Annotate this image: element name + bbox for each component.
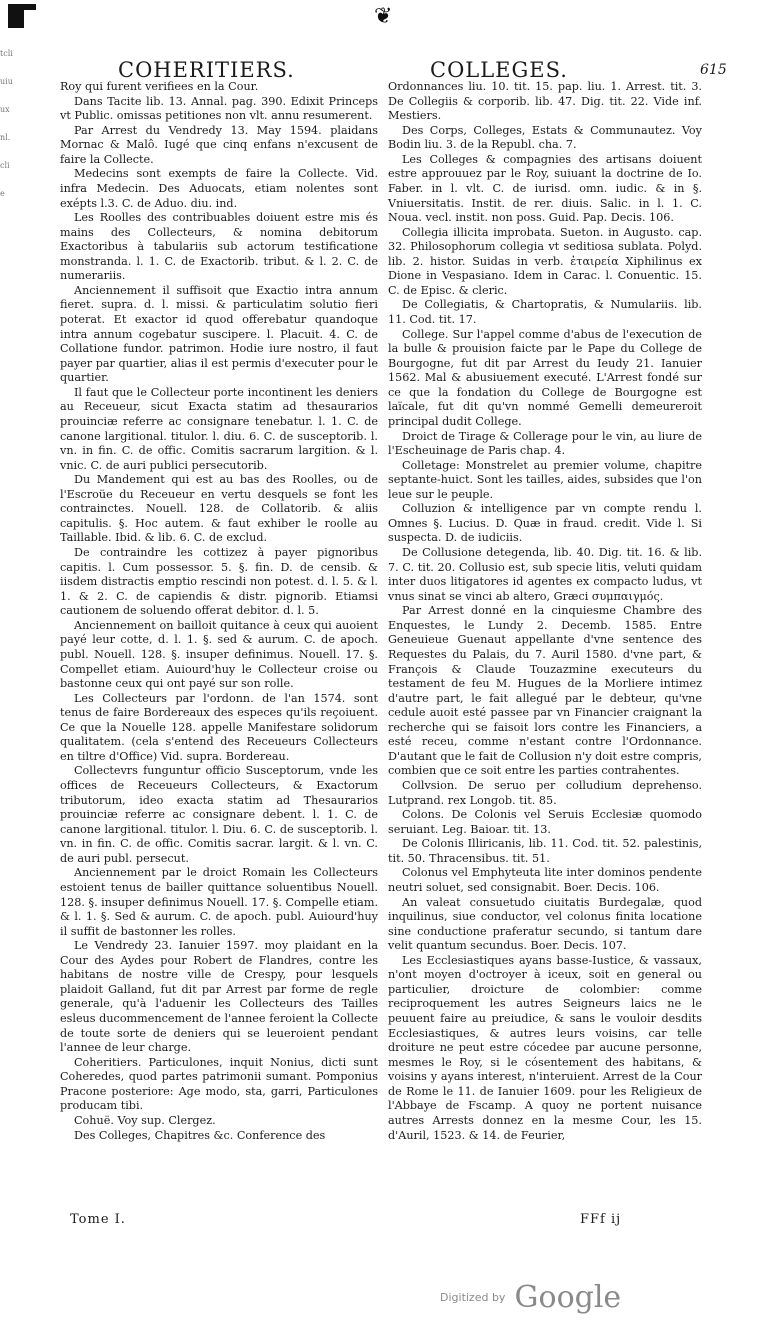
paragraph: Colons. De Colonis vel Seruis Ecclesiæ quomodo seruiant. Leg. Baioar. tit. 13. xyxy=(388,808,702,836)
right-column xyxy=(388,80,702,1143)
paragraph: An valeat consuetudo ciuitatis Burdegalæ, quod inquilinus, siue conductor, vel colonus finita locatione sine conductione praferatur secundo, si tantum dare velit quantum secundus. Boer. Decis. 107. xyxy=(388,895,702,953)
paragraph: Colluzion & intelligence par vn compte rendu l. Omnes §. Lucius. D. Quæ in fraud. credit. Vide l. Si suspecta. D. de iudiciis. xyxy=(388,502,702,545)
footer-signature: FFf ij xyxy=(580,1212,622,1227)
paragraph: Medecins sont exempts de faire la Collecte. Vid. infra Medecin. Des Aduocats, etiam nolentes sont exépts l.3. C. de Aduo. diu. ind. xyxy=(60,167,378,210)
paragraph: College. Sur l'appel comme d'abus de l'execution de la bulle & prouision faicte par le Pape du College de Bourgogne, fut dit par Arrest du Ieudy 21. Ianuier 1562. Mal & abusiuement executé. L'Arrest fondé sur ce que la fondation du College de Bourgogne est laïcale, fut dit qu'vn nommé Gemelli demeureroit principal dudit College. xyxy=(388,327,702,428)
paragraph: De contraindre les cottizez à payer pignoribus capitis. l. Cum possessor. 5. §. fin. D. de censib. & iisdem distractis emptio rescindi non potest. d. l. 5. & l. 1. & 2. C. de capiendis & distr. pignorib. Etiamsi cautionem de soluendo offerat debitor. d. l. 5. xyxy=(60,546,378,618)
paragraph: Des Colleges, Chapitres &c. Conference des xyxy=(74,1128,326,1142)
paragraph: Dans Tacite lib. 13. Annal. pag. 390. Edixit Princeps vt Public. omissas petitiones non vlt. annu resumerent. xyxy=(60,94,378,123)
watermark-prefix: Digitized by xyxy=(440,1291,506,1304)
paragraph: De Collegiatis, & Chartopratis, & Numulariis. lib. 11. Cod. tit. 17. xyxy=(388,298,702,326)
paragraph: Anciennement on bailloit quitance à ceux qui auoient payé leur cotte, d. l. 1. §. sed & aurum. C. de apoch. publ. Nouell. 128. §. insuper definimus. Nouell. 17. §. Compellet etiam. Auiourd'huy le Collecteur croise ou bastonne ceux qui ont payé sur son rolle. xyxy=(60,618,378,691)
paragraph: Droict de Tirage & Collerage pour le vin, au liure de l'Escheuinage de Paris chap. 4. xyxy=(388,429,702,458)
paragraph: Le Vendredy 23. Ianuier 1597. moy plaidant en la Cour des Aydes pour Robert de Flandres, contre les habitans de nostre ville de Crespy, pour lesquels plaidoit Galland, fut dit par Arrest par forme de regle generale, qu'à l'aduenir les Collecteurs des Tailles esleus ducommencement de l'annee feroient la Collecte de toute sorte de deniers qui se leueroient pendant l'annee de leur charge. xyxy=(60,939,378,1055)
paragraph: Collectevrs funguntur officio Susceptorum, vnde les offices de Receueurs Collecteurs, & Exactorum tributorum, ideo exacta statim ad Thesaurarios prouinciæ referre ac consignare debent. l. 1. C. de canone largitional. titulor. l. Diu. 6. C. de susceptorib. l. vn. in fin. C. de offic. Comitis sacrar. largit. & l. vn. C. de auri publ. persecut. xyxy=(60,764,378,865)
paragraph: Des Corps, Colleges, Estats & Communautez. Voy Bodin liu. 3. de la Republ. cha. 7. xyxy=(388,123,702,152)
footer-tome: Tome I. xyxy=(70,1212,126,1227)
paragraph: Anciennement par le droict Romain les Collecteurs estoient tenus de bailler quittance soluentibus Nouell. 128. §. insuper definimus Nouell. 17. §. Compelle etiam. & l. 1. §. Sed & aurum. C. de apoch. publ. Auiourd'huy il suffit de bastonner les rolles. xyxy=(60,866,378,938)
paragraph: De Collusione detegenda, lib. 40. Dig. tit. 16. & lib. 7. C. tit. 20. Collusio est, sub specie litis, veluti quidam inter duos litigatores id agentes ex compacto ludus, vt vnus sinat se vinci ab altero, Græci συμπαιγμός. xyxy=(388,546,702,603)
ornament-icon: ❦ xyxy=(374,4,393,29)
paragraph: Colonus vel Emphyteuta lite inter dominos pendente neutri soluet, sed consignabit. Boer. Decis. 106. xyxy=(388,866,702,894)
paragraph: Les Collecteurs par l'ordonn. de l'an 1574. sont tenus de faire Bordereaux des especes qu'ils reçoiuent. Ce que la Nouelle 128. appelle Manifestare solidorum qualitatem. (cela s'entend des Receueurs Collecteurs en tiltre d'Office) Vid. supra. Bordereau. xyxy=(60,691,378,763)
header-left-title: COHERITIERS. xyxy=(118,58,295,82)
paragraph: Il faut que le Collecteur porte incontinent les deniers au Receueur, sicut Exacta statim ad thesaurarios prouinciæ referre ac consignare tenebatur. l. 1. C. de canone largitional. titulor. l. diu. 6. C. de susceptorib. l. vn. in fin. C. de offic. Comitis sacrarum largition. & l. vnic. C. de auri publici persecutorib. xyxy=(60,385,378,472)
paragraph: Collvsion. De seruo per colludium deprehenso. Lutprand. rex Longob. tit. 85. xyxy=(388,779,702,807)
digitized-watermark xyxy=(440,1280,621,1315)
header-right-title: COLLEGES. xyxy=(430,58,568,82)
paragraph: Anciennement il suffisoit que Exactio intra annum fieret. supra. d. l. missi. & particulatim solutio fieri poterat. Et exactor id quod offerebatur quandoque intra annum cogebatur suscipere. l. Placuit. 4. C. de Collatione fundor. patrimon. Hodie iure nostro, il faut payer par quartier, alias il est permis d'executer pour le quartier. xyxy=(60,283,378,385)
paragraph: Cohuë. Voy sup. Clergez. xyxy=(74,1113,216,1127)
paragraph: Collegia illicita improbata. Sueton. in Augusto. cap. 32. Philosophorum collegia vt seditiosa sublata. Polyd. lib. 2. histor. Suidas in verb. ἐταιρεία Xiphilinus ex Dione in Vespasiano. Idem in Carac. l. Conuentic. 15. C. de Episc. & cleric. xyxy=(388,225,702,297)
left-column xyxy=(60,80,378,1143)
paragraph: Par Arrest du Vendredy 13. May 1594. plaidans Mornac & Malô. Iugé que cinq enfans n'excusent de faire la Collecte. xyxy=(60,123,378,166)
page-number: 615 xyxy=(700,62,727,78)
paragraph: Les Colleges & compagnies des artisans doiuent estre approuuez par le Roy, suiuant la doctrine de Io. Faber. in l. vlt. C. de iurisd. omn. iudic. & in §. Vniuersitatis. Instit. de rer. diuis. Salic. in l. 1. C. Noua. vecl. instit. non poss. Guid. Pap. Decis. 106. xyxy=(388,152,702,225)
paragraph: Les Ecclesiastiques ayans basse-Iustice, & vassaux, n'ont moyen d'octroyer à iceux, soit en general ou particulier, droicture de colombier: comme reciproquement les autres Seigneurs laics ne le peuuent faire au preiudice, & sans le vouloir desdits Ecclesiastiques, & autres leurs voisins, car telle droiture ne peut estre cócedee par aucune personne, mesmes le Roy, si le cósentement des habitans, & voisins y ayans interest, n'interuient. Arrest de la Cour de Rome le 11. de Ianuier 1609. pour les Religieux de l'Abbaye de Fscamp. A quoy ne portent nuisance autres Arrests donnez en la mesme Cour, les 15. d'Auril, 1523. & 14. de Feurier, xyxy=(388,953,702,1142)
paragraph: Ordonnances liu. 10. tit. 15. pap. liu. 1. Arrest. tit. 3. De Collegiis & corporib. lib. 47. Dig. tit. 22. Vide inf. Mestiers. xyxy=(388,80,702,123)
paragraph: Colletage: Monstrelet au premier volume, chapitre septante-huict. Sont les tailles, aides, subsides que l'on leue sur le peuple. xyxy=(388,458,702,501)
paragraph: Roy qui furent verifiees en la Cour. xyxy=(60,80,259,93)
margin-notes: tcliuiuuxnl.clie xyxy=(0,49,13,198)
paragraph: Par Arrest donné en la cinquiesme Chambre des Enquestes, le Lundy 2. Decemb. 1585. Entre Geneuieue Guenaut appellante d'vne sentence des Requestes du Palais, du 7. Auril 1580. d'vne part, & François & Claude Touzazmine executeurs du testament de feu M. Hugues de la Morliere intimez d'autre part, le fait allegué par le debteur, qu'vne cedule auoit esté passee par vn Financier craignant la recherche qui se faisoit lors contre les Financiers, a esté receu, comme n'estant contre l'Ordonnance. D'autant que le fait de Collusion n'y doit estre compris, combien que ce soit entre les parties contrahentes. xyxy=(388,604,702,778)
paragraph: Coheritiers. Particulones, inquit Nonius, dicti sunt Coheredes, quod partes patrimonii sumant. Pomponius Pracone posteriore: Age modo, sta, garri, Particulones producam tibi. xyxy=(60,1055,378,1113)
watermark-brand: Google xyxy=(514,1280,622,1315)
paragraph: Les Roolles des contribuables doiuent estre mis és mains des Collecteurs, & nomina debitorum Exactoribus à tabulariis sub actorum testificatione monstranda. l. 1. C. de Exactorib. tribut. & l. 2. C. de numerariis. xyxy=(60,211,378,283)
paragraph: Du Mandement qui est au bas des Roolles, ou de l'Escroüe du Receueur en vertu desquels se font les contrainctes. Nouell. 128. de Collatorib. & aliis capitulis. §. Hoc autem. & faut exhiber le roolle au Taillable. Ibid. & lib. 6. C. de exclud. xyxy=(60,473,378,545)
paragraph: De Colonis Illiricanis, lib. 11. Cod. tit. 52. palestinis, tit. 50. Thracensibus. tit. 51. xyxy=(388,837,702,865)
corner-mark xyxy=(8,4,24,28)
